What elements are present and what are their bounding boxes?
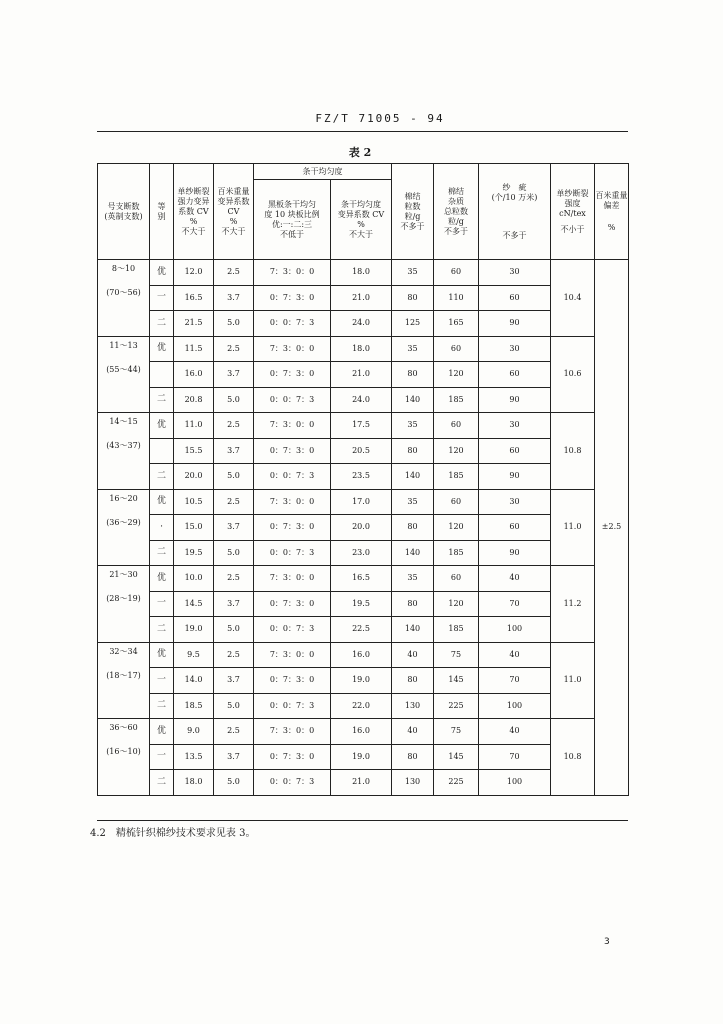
neps-cell: 80 (392, 591, 434, 617)
count-range: 8～10 (111, 264, 136, 273)
evenness-cv-cell: 16.0 (331, 642, 392, 668)
strength-cv-cell: 12.0 (174, 260, 214, 286)
weight-cv-cell: 5.0 (214, 617, 254, 643)
neps-cell: 35 (392, 336, 434, 362)
weight-cv-cell: 5.0 (214, 311, 254, 337)
neps-cell: 80 (392, 285, 434, 311)
table-row (98, 617, 629, 643)
col-neps: 棉结 粒数 粒/g 不多于 (392, 164, 434, 260)
col-blackboard: 黑板条干均匀 度 10 块板比例 优:一:二:三 不低于 (254, 180, 331, 260)
strength-cv-cell: 15.5 (174, 438, 214, 464)
table-row (98, 311, 629, 337)
strength-cv-cell: 20.8 (174, 387, 214, 413)
count-cell (98, 336, 150, 413)
count-range: 36～60 (109, 723, 138, 732)
strength-cv-cell: 14.0 (174, 668, 214, 694)
grade-cell: 一 (150, 591, 174, 617)
slubs-cell: 60 (479, 515, 551, 541)
col-neps-impurity: 棉结 杂质 总粒数 粒/g 不多于 (434, 164, 479, 260)
neps-cell: 80 (392, 362, 434, 388)
english-count-range: (70～56) (106, 288, 141, 297)
table-row (98, 387, 629, 413)
neps-cell: 40 (392, 719, 434, 745)
evenness-cv-cell: 17.5 (331, 413, 392, 439)
grade-cell: 一 (150, 285, 174, 311)
english-count-range: (43～37) (106, 441, 141, 450)
table-row (98, 642, 629, 668)
english-count-range: (16～10) (106, 747, 141, 756)
table-row (98, 464, 629, 490)
weight-cv-cell: 3.7 (214, 744, 254, 770)
neps-cell: 35 (392, 413, 434, 439)
weight-cv-cell: 3.7 (214, 515, 254, 541)
evenness-cv-cell: 22.0 (331, 693, 392, 719)
table-row (98, 744, 629, 770)
slubs-cell: 90 (479, 387, 551, 413)
weight-cv-cell: 5.0 (214, 693, 254, 719)
neps-impurity-cell: 120 (434, 362, 479, 388)
table-row (98, 489, 629, 515)
neps-cell: 40 (392, 642, 434, 668)
table-bottom-rule (97, 820, 628, 821)
strength-cv-cell: 18.0 (174, 770, 214, 796)
tenacity-cell: 11.0 (551, 489, 595, 566)
strength-cv-cell: 10.5 (174, 489, 214, 515)
blackboard-ratio-cell: 0：7：3：0 (254, 744, 331, 770)
table-row (98, 413, 629, 439)
neps-cell: 80 (392, 668, 434, 694)
table-row (98, 591, 629, 617)
strength-cv-cell: 18.5 (174, 693, 214, 719)
evenness-cv-cell: 21.0 (331, 362, 392, 388)
neps-cell: 35 (392, 566, 434, 592)
tenacity-cell: 11.0 (551, 642, 595, 719)
count-range: 16～20 (109, 493, 138, 503)
evenness-cv-cell: 23.0 (331, 540, 392, 566)
standard-code: FZ/T 71005 - 94 (315, 112, 445, 125)
slubs-cell: 100 (479, 693, 551, 719)
section-note: 4.2 精梳针织棉纱技术要求见表 3。 (90, 828, 256, 839)
grade-cell: 优 (150, 489, 174, 515)
grade-cell: 优 (150, 642, 174, 668)
page-number: 3 (604, 937, 610, 947)
grade-cell: 一 (150, 668, 174, 694)
col-slubs: 纱 疵 (个/10 万米) 不多于 (479, 164, 551, 260)
weight-cv-cell: 2.5 (214, 260, 254, 286)
spec-table (97, 163, 629, 796)
neps-impurity-cell: 120 (434, 515, 479, 541)
col-count: 号支断数 (英制支数) (98, 164, 150, 260)
grade-cell: 优 (150, 413, 174, 439)
weight-cv-cell: 3.7 (214, 591, 254, 617)
blackboard-ratio-cell: 0：0：7：3 (254, 617, 331, 643)
grade-cell: 一 (150, 744, 174, 770)
neps-cell: 80 (392, 744, 434, 770)
neps-impurity-cell: 225 (434, 693, 479, 719)
strength-cv-cell: 11.0 (174, 413, 214, 439)
neps-cell: 125 (392, 311, 434, 337)
blackboard-ratio-cell: 0：0：7：3 (254, 770, 331, 796)
weight-cv-cell: 2.5 (214, 642, 254, 668)
evenness-cv-cell: 19.0 (331, 668, 392, 694)
english-count-range: (28～19) (106, 594, 141, 603)
evenness-cv-cell: 18.0 (331, 336, 392, 362)
neps-impurity-cell: 60 (434, 336, 479, 362)
evenness-cv-cell: 17.0 (331, 489, 392, 515)
neps-cell: 140 (392, 617, 434, 643)
evenness-cv-cell: 22.5 (331, 617, 392, 643)
grade-cell (150, 362, 174, 388)
neps-cell: 140 (392, 540, 434, 566)
col-grade: 等 别 (150, 164, 174, 260)
blackboard-ratio-cell: 7：3：0：0 (254, 566, 331, 592)
weight-cv-cell: 2.5 (214, 413, 254, 439)
blackboard-ratio-cell: 7：3：0：0 (254, 260, 331, 286)
weight-cv-cell: 2.5 (214, 719, 254, 745)
slubs-cell: 30 (479, 260, 551, 286)
table-row (98, 285, 629, 311)
strength-cv-cell: 21.5 (174, 311, 214, 337)
blackboard-ratio-cell: 0：0：7：3 (254, 693, 331, 719)
slubs-cell: 60 (479, 438, 551, 464)
table-row (98, 336, 629, 362)
blackboard-ratio-cell: 0：7：3：0 (254, 668, 331, 694)
slubs-cell: 70 (479, 668, 551, 694)
strength-cv-cell: 9.5 (174, 642, 214, 668)
neps-cell: 130 (392, 770, 434, 796)
english-count-range: (18～17) (106, 670, 141, 680)
neps-impurity-cell: 145 (434, 668, 479, 694)
col-tenacity: 单纱断裂 强度 cN/tex 不小于 (551, 164, 595, 260)
grade-cell: 优 (150, 336, 174, 362)
count-range: 14～15 (109, 417, 138, 426)
evenness-cv-cell: 18.0 (331, 260, 392, 286)
neps-cell: 130 (392, 693, 434, 719)
tenacity-cell: 10.6 (551, 336, 595, 413)
neps-impurity-cell: 225 (434, 770, 479, 796)
evenness-cv-cell: 19.0 (331, 744, 392, 770)
grade-cell: 二 (150, 693, 174, 719)
table-row (98, 515, 629, 541)
table-row (98, 540, 629, 566)
weight-cv-cell: 2.5 (214, 336, 254, 362)
neps-impurity-cell: 185 (434, 617, 479, 643)
neps-impurity-cell: 60 (434, 260, 479, 286)
table-row (98, 362, 629, 388)
neps-impurity-cell: 75 (434, 719, 479, 745)
english-count-range: (55～44) (106, 364, 141, 374)
evenness-cv-cell: 20.0 (331, 515, 392, 541)
neps-impurity-cell: 120 (434, 438, 479, 464)
neps-impurity-cell: 185 (434, 540, 479, 566)
blackboard-ratio-cell: 0：0：7：3 (254, 464, 331, 490)
count-cell (98, 566, 150, 643)
col-strength-cv: 单纱断裂 强力变异 系数 CV % 不大于 (174, 164, 214, 260)
col-weight-cv: 百米重量 变异系数 CV % 不大于 (214, 164, 254, 260)
weight-cv-cell: 5.0 (214, 770, 254, 796)
grade-cell: 优 (150, 260, 174, 286)
neps-impurity-cell: 60 (434, 566, 479, 592)
blackboard-ratio-cell: 0：7：3：0 (254, 438, 331, 464)
weight-deviation-cell: ±2.5 (595, 260, 629, 796)
col-evenness-group: 条干均匀度 (254, 164, 392, 180)
strength-cv-cell: 19.0 (174, 617, 214, 643)
strength-cv-cell: 11.5 (174, 336, 214, 362)
slubs-cell: 40 (479, 719, 551, 745)
table-caption: 表 2 (348, 146, 372, 159)
spec-table-body (98, 260, 629, 796)
strength-cv-cell: 10.0 (174, 566, 214, 592)
weight-cv-cell: 3.7 (214, 668, 254, 694)
slubs-cell: 90 (479, 311, 551, 337)
header-rule (97, 131, 628, 132)
evenness-cv-cell: 16.0 (331, 719, 392, 745)
table-row (98, 693, 629, 719)
weight-cv-cell: 2.5 (214, 489, 254, 515)
neps-cell: 80 (392, 438, 434, 464)
blackboard-ratio-cell: 7：3：0：0 (254, 413, 331, 439)
evenness-cv-cell: 24.0 (331, 311, 392, 337)
count-cell (98, 719, 150, 796)
count-cell (98, 260, 150, 337)
neps-impurity-cell: 75 (434, 642, 479, 668)
table-row (98, 719, 629, 745)
slubs-cell: 40 (479, 566, 551, 592)
grade-cell: 优 (150, 566, 174, 592)
grade-cell: 优 (150, 719, 174, 745)
slubs-cell: 70 (479, 744, 551, 770)
table-row (98, 668, 629, 694)
blackboard-ratio-cell: 7：3：0：0 (254, 336, 331, 362)
grade-cell (150, 438, 174, 464)
slubs-cell: 30 (479, 413, 551, 439)
grade-cell: 二 (150, 617, 174, 643)
tenacity-cell: 10.8 (551, 413, 595, 490)
neps-cell: 80 (392, 515, 434, 541)
strength-cv-cell: 16.5 (174, 285, 214, 311)
evenness-cv-cell: 16.5 (331, 566, 392, 592)
slubs-cell: 60 (479, 362, 551, 388)
blackboard-ratio-cell: 0：0：7：3 (254, 387, 331, 413)
neps-cell: 35 (392, 260, 434, 286)
count-cell (98, 413, 150, 490)
neps-impurity-cell: 145 (434, 744, 479, 770)
blackboard-ratio-cell: 0：0：7：3 (254, 540, 331, 566)
col-weight-deviation: 百米重量 偏差 % (595, 164, 629, 260)
count-range: 11～13 (109, 340, 138, 350)
blackboard-ratio-cell: 7：3：0：0 (254, 642, 331, 668)
tenacity-cell: 10.8 (551, 719, 595, 796)
neps-impurity-cell: 60 (434, 413, 479, 439)
neps-cell: 35 (392, 489, 434, 515)
slubs-cell: 40 (479, 642, 551, 668)
blackboard-ratio-cell: 7：3：0：0 (254, 719, 331, 745)
weight-cv-cell: 3.7 (214, 362, 254, 388)
slubs-cell: 70 (479, 591, 551, 617)
neps-impurity-cell: 110 (434, 285, 479, 311)
grade-cell: 二 (150, 311, 174, 337)
table-row (98, 566, 629, 592)
neps-impurity-cell: 185 (434, 464, 479, 490)
strength-cv-cell: 20.0 (174, 464, 214, 490)
grade-cell: 二 (150, 540, 174, 566)
neps-cell: 140 (392, 387, 434, 413)
table-row (98, 260, 629, 286)
slubs-cell: 90 (479, 540, 551, 566)
english-count-range: (36～29) (106, 517, 141, 527)
blackboard-ratio-cell: 0：7：3：0 (254, 591, 331, 617)
strength-cv-cell: 14.5 (174, 591, 214, 617)
weight-cv-cell: 3.7 (214, 438, 254, 464)
tenacity-cell: 10.4 (551, 260, 595, 337)
weight-cv-cell: 2.5 (214, 566, 254, 592)
weight-cv-cell: 5.0 (214, 540, 254, 566)
grade-cell: 二 (150, 387, 174, 413)
strength-cv-cell: 16.0 (174, 362, 214, 388)
tenacity-cell: 11.2 (551, 566, 595, 643)
neps-impurity-cell: 185 (434, 387, 479, 413)
strength-cv-cell: 15.0 (174, 515, 214, 541)
strength-cv-cell: 13.5 (174, 744, 214, 770)
weight-cv-cell: 3.7 (214, 285, 254, 311)
blackboard-ratio-cell: 0：0：7：3 (254, 311, 331, 337)
weight-cv-cell: 5.0 (214, 464, 254, 490)
slubs-cell: 100 (479, 617, 551, 643)
slubs-cell: 90 (479, 464, 551, 490)
strength-cv-cell: 19.5 (174, 540, 214, 566)
count-cell (98, 489, 150, 566)
evenness-cv-cell: 24.0 (331, 387, 392, 413)
slubs-cell: 30 (479, 336, 551, 362)
blackboard-ratio-cell: 7：3：0：0 (254, 489, 331, 515)
slubs-cell: 30 (479, 489, 551, 515)
neps-impurity-cell: 120 (434, 591, 479, 617)
grade-cell: 二 (150, 770, 174, 796)
evenness-cv-cell: 21.0 (331, 285, 392, 311)
neps-impurity-cell: 165 (434, 311, 479, 337)
evenness-cv-cell: 19.5 (331, 591, 392, 617)
grade-cell: · (150, 515, 174, 541)
table-row (98, 438, 629, 464)
weight-cv-cell: 5.0 (214, 387, 254, 413)
slubs-cell: 60 (479, 285, 551, 311)
neps-impurity-cell: 60 (434, 489, 479, 515)
blackboard-ratio-cell: 0：7：3：0 (254, 362, 331, 388)
count-cell (98, 642, 150, 719)
strength-cv-cell: 9.0 (174, 719, 214, 745)
evenness-cv-cell: 23.5 (331, 464, 392, 490)
neps-cell: 140 (392, 464, 434, 490)
blackboard-ratio-cell: 0：7：3：0 (254, 285, 331, 311)
grade-cell: 二 (150, 464, 174, 490)
blackboard-ratio-cell: 0：7：3：0 (254, 515, 331, 541)
table-row (98, 770, 629, 796)
slubs-cell: 100 (479, 770, 551, 796)
col-evenness-cv: 条干均匀度 变异系数 CV % 不大于 (331, 180, 392, 260)
count-range: 21～30 (109, 570, 138, 579)
count-range: 32～34 (109, 646, 138, 656)
evenness-cv-cell: 21.0 (331, 770, 392, 796)
evenness-cv-cell: 20.5 (331, 438, 392, 464)
